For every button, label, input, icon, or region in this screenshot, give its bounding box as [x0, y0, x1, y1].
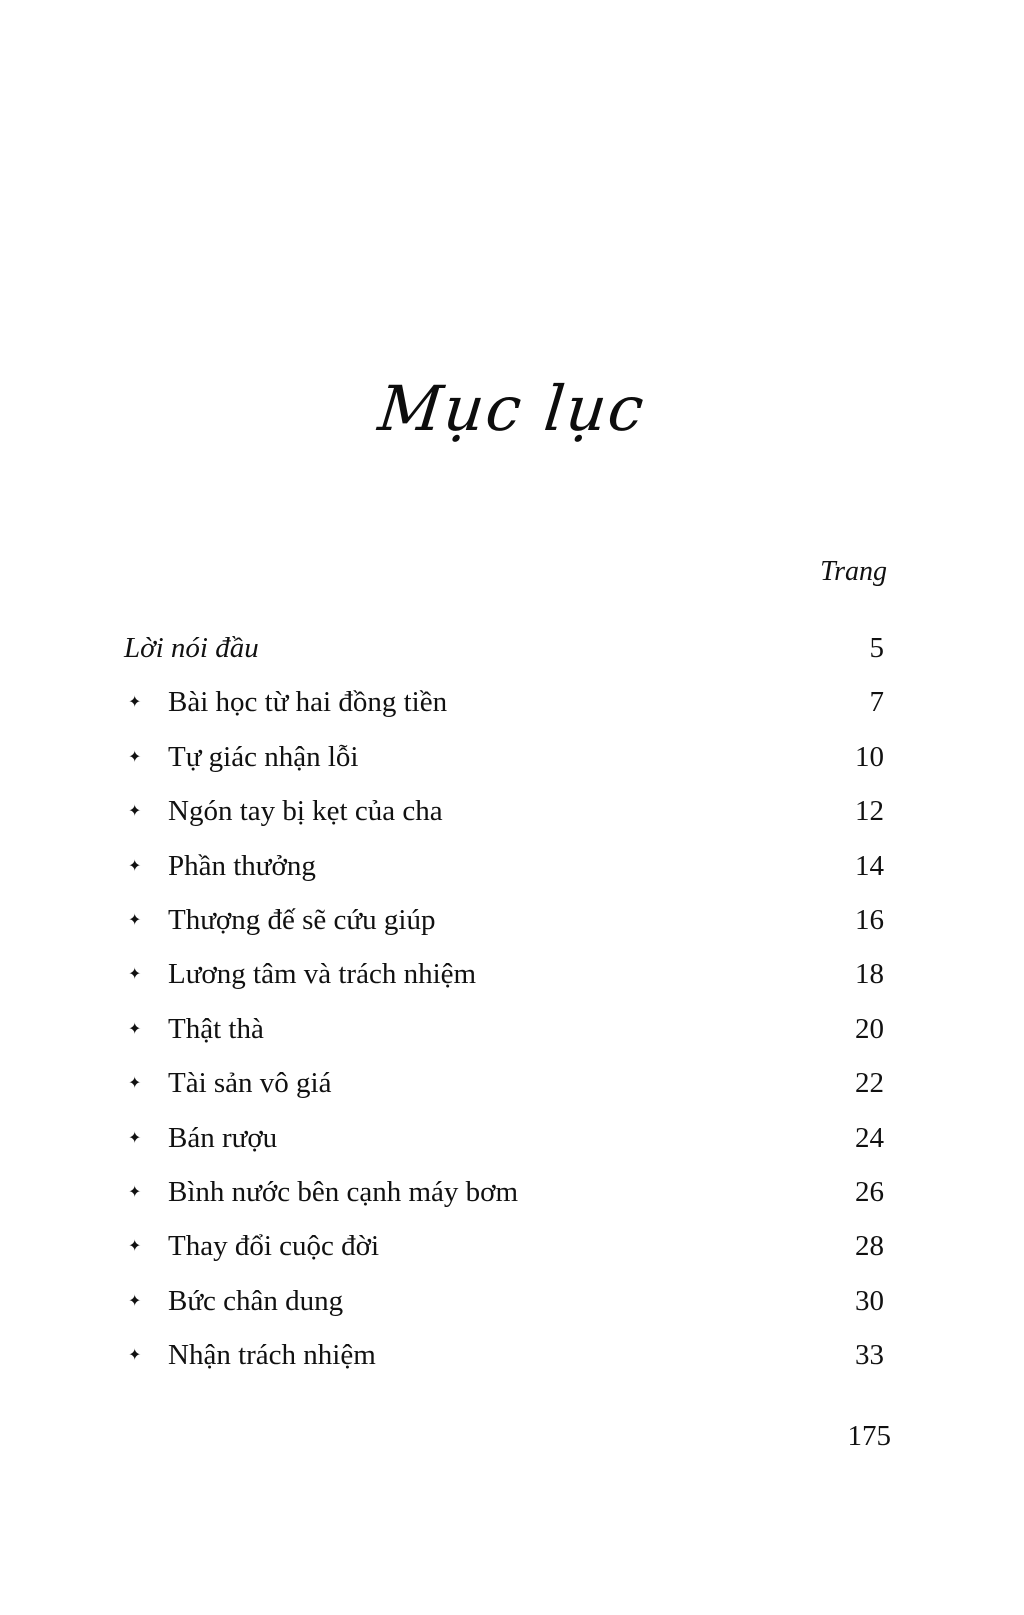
bullet-icon: ✦: [128, 803, 142, 821]
toc-entry[interactable]: [0, 682, 1024, 736]
toc-entry-label: Bức chân dung: [168, 1284, 344, 1317]
toc-entry[interactable]: [0, 1226, 1024, 1280]
toc-entry[interactable]: [0, 1009, 1024, 1063]
bullet-icon: ✦: [128, 1183, 142, 1201]
toc-entry[interactable]: [0, 954, 1024, 1008]
bullet-icon: ✦: [128, 857, 142, 875]
bullet-icon: ✦: [128, 1075, 142, 1093]
bullet-icon: ✦: [128, 1292, 142, 1310]
toc-entry-label: Phần thưởng: [168, 849, 316, 882]
toc-entry-page-number: 5: [869, 632, 884, 664]
toc-entry-page-number: 18: [855, 958, 884, 991]
bullet-icon: ✦: [128, 1129, 142, 1147]
toc-entry-page-number: 10: [855, 740, 884, 773]
toc-entry-page-number: 14: [855, 849, 884, 882]
toc-entry-label: Thượng đế sẽ cứu giúp: [168, 903, 436, 936]
toc-entry-list: [0, 628, 1024, 1389]
page-column-header-label: Trang: [820, 556, 887, 587]
toc-entry-page-number: 30: [855, 1284, 884, 1317]
folio-number: 175: [847, 1420, 891, 1452]
toc-entry-label: Bài học từ hai đồng tiền: [168, 686, 448, 719]
toc-entry[interactable]: [0, 1063, 1024, 1117]
toc-entry[interactable]: [0, 1281, 1024, 1335]
bullet-icon: ✦: [128, 911, 142, 929]
toc-entry[interactable]: [0, 1335, 1024, 1389]
toc-entry-page-number: 28: [855, 1230, 884, 1263]
toc-entry-label: Ngón tay bị kẹt của cha: [168, 795, 443, 828]
toc-entry-page-number: 7: [869, 686, 884, 719]
toc-entry-label: Bán rượu: [168, 1121, 278, 1154]
toc-entry-label: Thật thà: [168, 1012, 264, 1045]
bullet-icon: ✦: [128, 748, 142, 766]
toc-entry-page-number: 16: [855, 903, 884, 936]
toc-entry[interactable]: [0, 1118, 1024, 1172]
toc-entry-label: Lương tâm và trách nhiệm: [168, 958, 477, 991]
toc-entry[interactable]: [0, 628, 1024, 682]
toc-entry[interactable]: [0, 737, 1024, 791]
bullet-icon: ✦: [128, 694, 142, 712]
bullet-icon: ✦: [128, 1238, 142, 1256]
toc-entry-page-number: 22: [855, 1067, 884, 1100]
toc-entry-label: Lời nói đầu: [124, 632, 259, 664]
toc-entry[interactable]: [0, 791, 1024, 845]
bullet-icon: ✦: [128, 1347, 142, 1365]
toc-entry-page-number: 20: [855, 1012, 884, 1045]
toc-entry[interactable]: [0, 846, 1024, 900]
toc-entry[interactable]: [0, 1172, 1024, 1226]
toc-entry-page-number: 26: [855, 1175, 884, 1208]
toc-entry-page-number: 33: [855, 1339, 884, 1372]
toc-entry-page-number: 12: [855, 795, 884, 828]
toc-entry-page-number: 24: [855, 1121, 884, 1154]
bullet-icon: ✦: [128, 1020, 142, 1038]
page-title: Mục lục: [374, 372, 650, 445]
toc-entry-label: Tự giác nhận lỗi: [168, 740, 359, 773]
bullet-icon: ✦: [128, 966, 142, 984]
toc-entry-label: Thay đổi cuộc đời: [168, 1230, 380, 1263]
toc-entry-label: Bình nước bên cạnh máy bơm: [168, 1175, 519, 1208]
toc-entry-label: Tài sản vô giá: [168, 1067, 332, 1100]
toc-entry[interactable]: [0, 900, 1024, 954]
toc-entry-label: Nhận trách nhiệm: [168, 1339, 376, 1372]
